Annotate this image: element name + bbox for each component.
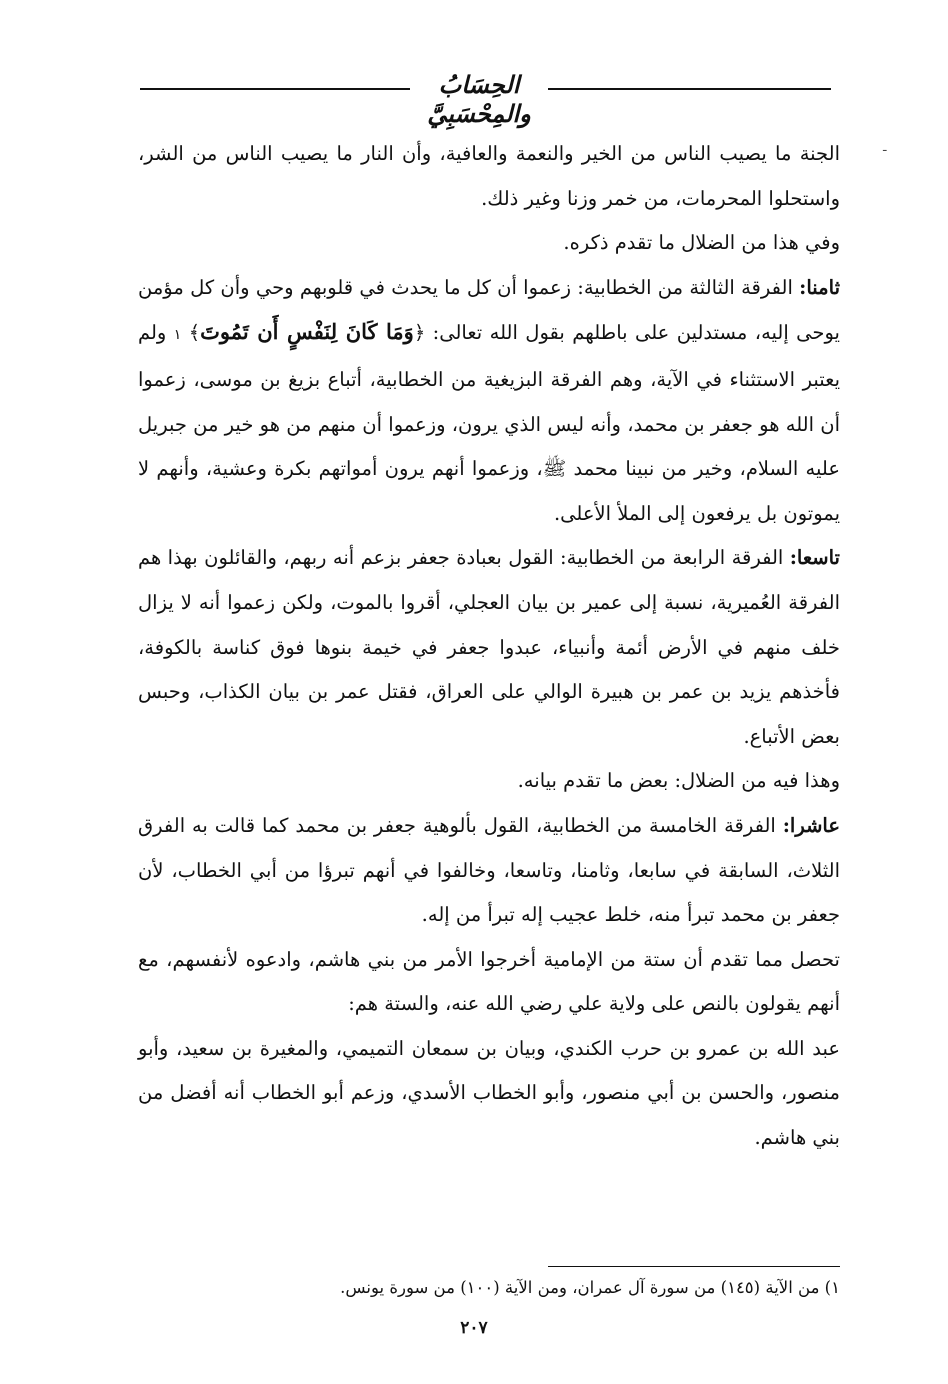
paragraph-5 — [138, 759, 840, 804]
footnote-divider — [548, 1266, 840, 1267]
paragraph-text: الفرقة الخامسة من الخطابية، القول بألوهية جعفر بن محمد كما قالت به الفرق الثلاث، السابقة في سابعا، وثامنا، وتاسعا، وخالفوا في أنهم تبرؤا من أبي الخطاب، لأن جعفر بن محمد تبرأ منه، خلط عجيب إله تبرأ من إله. — [138, 813, 840, 927]
paragraph-text: عبد الله بن عمرو بن حرب الكندي، وبيان بن سمعان التميمي، والمغيرة بن سعيد، وأبو منصور، والحسن بن أبي منصور، وأبو الخطاب الأسدي، وزعم أبو الخطاب أنه أفضل من بني هاشم. — [138, 1036, 840, 1150]
paragraph-text: وهذا فيه من الضلال: بعض ما تقدم بيانه. — [517, 769, 840, 793]
section-lead: عاشرا: — [782, 813, 840, 837]
footnote: ١) من الآية (١٤٥) من سورة آل عمران، ومن الآية (١٠٠) من سورة يونس. — [340, 1278, 840, 1297]
paragraph-3 — [138, 266, 840, 537]
paragraph-7 — [138, 938, 840, 1027]
quran-verse: وَمَا كَانَ لِنَفْسٍ أَن تَمُوتَ — [200, 319, 414, 345]
paragraph-text: الفرقة الرابعة من الخطابية: القول بعبادة جعفر بزعم أنه ربهم، والقائلون بهذا هم الفرقة العُميرية، نسبة إلى عمير بن بيان العجلي، أقروا بالموت، ولكن زعموا أنه لا يزال خلف منهم في الأرض أئمة وأنبياء، عبدوا جعفر في خيمة بنوها فوق كناسة بالكوفة، فأخذهم يزيد بن عمر بن هبيرة الوالي على العراق، فقتل عمر بن بيان الكذاب، وحبس بعض الأتباع. — [138, 546, 840, 748]
paragraph-text: تحصل مما تقدم أن ستة من الإمامية أخرجوا الأمر من بني هاشم، وادعوه لأنفسهم، مع أنهم يقولون بالنص على ولاية علي رضي الله عنه، والستة هم: — [138, 947, 840, 1016]
paragraph-text-continued: ولم يعتبر الاستثناء في الآية، وهم الفرقة البزيغية من الخطابية، أتباع بزيغ بن موسى، زعموا أن الله هو جعفر بن محمد، وأنه ليس الذي يرون، وزعموا أن منهم من هو خير من جبريل عليه السلام، وخير من نبينا محمد ﷺ، وزعموا أنهم يرون أمواتهم بكرة وعشية، وأنهم لا يموتون بل يرفعون إلى الملأ الأعلى. — [138, 321, 840, 525]
paragraph-4 — [138, 536, 840, 759]
header-rule-left — [140, 88, 410, 90]
header-rule-right — [548, 88, 831, 90]
paragraph-text: وفي هذا من الضلال ما تقدم ذكره. — [563, 231, 840, 255]
body-text — [138, 132, 840, 1161]
paragraph-text: الجنة ما يصيب الناس من الخير والنعمة والعافية، وأن النار ما يصيب الناس من الشر، واستحلوا المحرمات، من خمر وزنا وغير ذلك. — [138, 142, 840, 210]
margin-mark: ـ — [883, 140, 887, 154]
paragraph-text: الفرقة الثالثة من الخطابية: زعموا أن كل ما يحدث في قلوبهم وحي وأن كل مؤمن يوحى إليه، مستدلين على باطلهم بقول الله تعالى: ﴿ — [138, 275, 840, 345]
paragraph-6 — [138, 804, 840, 938]
header-title: الحِسَابُ والمِحْسَبِيَّ — [427, 70, 531, 128]
page-header — [0, 66, 948, 128]
page-number: ٢٠٧ — [460, 1318, 488, 1338]
footnote-reference[interactable]: ١ — [173, 327, 182, 344]
paragraph-8 — [138, 1027, 840, 1161]
paragraph-2 — [138, 221, 840, 266]
section-lead: تاسعا: — [789, 546, 840, 570]
paragraph-1 — [138, 132, 840, 221]
section-lead: ثامنا: — [799, 275, 840, 299]
quran-close-bracket: ﴾ — [181, 321, 201, 345]
